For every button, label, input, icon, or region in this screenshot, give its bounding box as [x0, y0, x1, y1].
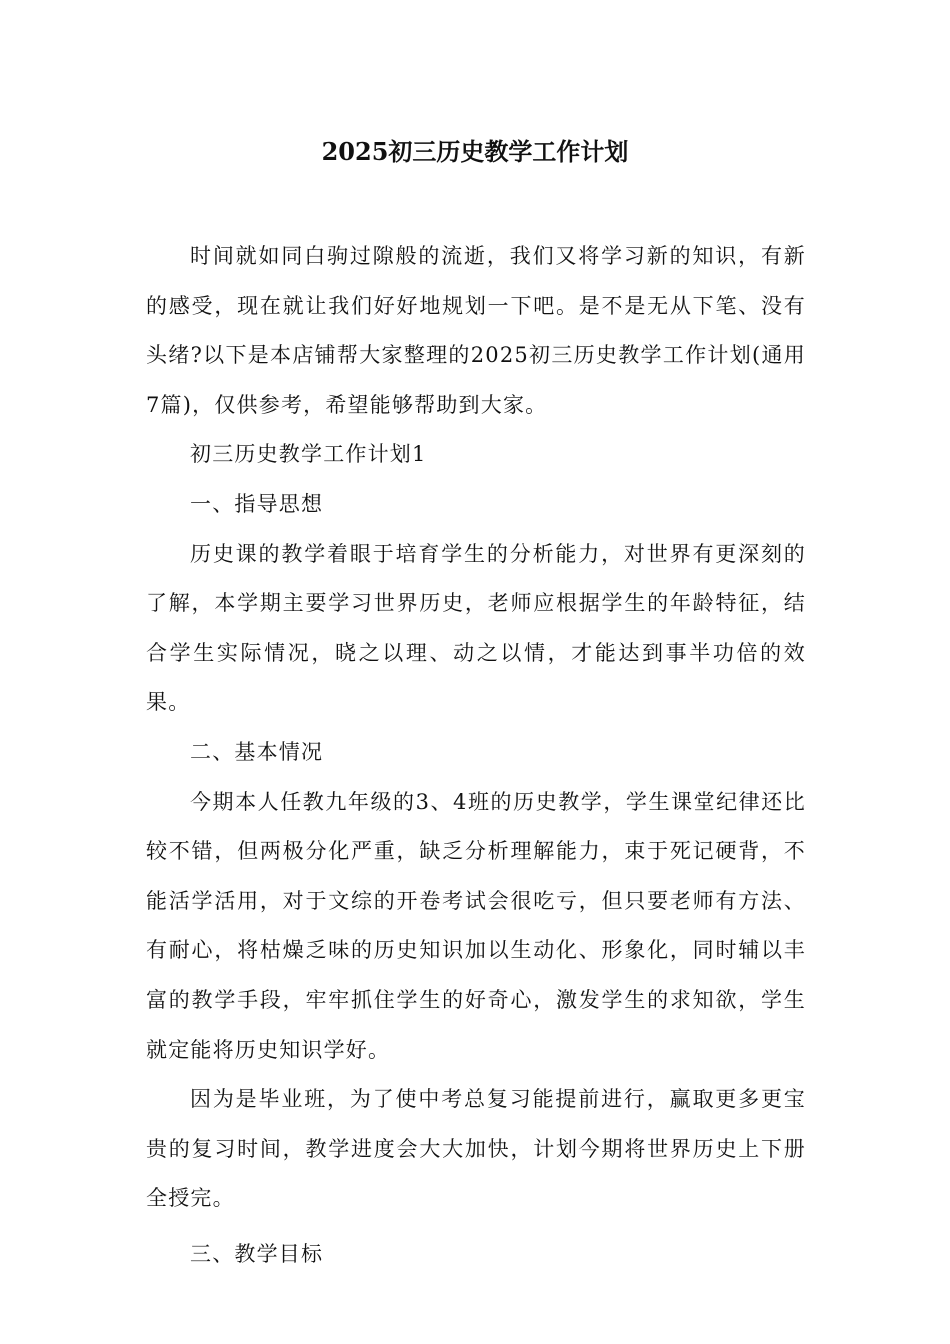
paragraph-basic-situation: 今期本人任教九年级的3、4班的历史教学，学生课堂纪律还比较不错，但两极分化严重，缺乏分析理解能力，束于死记硬背，不能活学活用，对于文综的开卷考试会很吃亏，但只要老师有方法、有耐心，将枯燥乏味的历史知识加以生动化、形象化，同时辅以丰富的教学手段，牢牢抓住学生的好奇心，激发学生的求知欲，学生就定能将历史知识学好。: [146, 789, 806, 1062]
section-heading-teaching-goals: 三、教学目标: [190, 1241, 324, 1266]
document-body: [146, 232, 806, 1279]
section-heading-guiding-thought: 一、指导思想: [190, 491, 324, 516]
document-title: 2025初三历史教学工作计划: [321, 137, 629, 166]
paragraph-guiding-thought: 历史课的教学着眼于培育学生的分析能力，对世界有更深刻的了解，本学期主要学习世界历史，老师应根据学生的年龄特征，结合学生实际情况，晓之以理、动之以情，才能达到事半功倍的效果。: [146, 541, 806, 715]
section-heading-basic-situation: 二、基本情况: [190, 739, 324, 764]
paragraph-graduating-class: 因为是毕业班，为了使中考总复习能提前进行，赢取更多更宝贵的复习时间，教学进度会大大加快，计划今期将世界历史上下册全授完。: [146, 1087, 806, 1211]
section-heading-plan-1: 初三历史教学工作计划1: [190, 442, 427, 467]
intro-paragraph: 时间就如同白驹过隙般的流逝，我们又将学习新的知识，有新的感受，现在就让我们好好地规划一下吧。是不是无从下笔、没有头绪?以下是本店铺帮大家整理的2025初三历史教学工作计划(通用7篇)，仅供参考，希望能够帮助到大家。: [146, 244, 806, 417]
